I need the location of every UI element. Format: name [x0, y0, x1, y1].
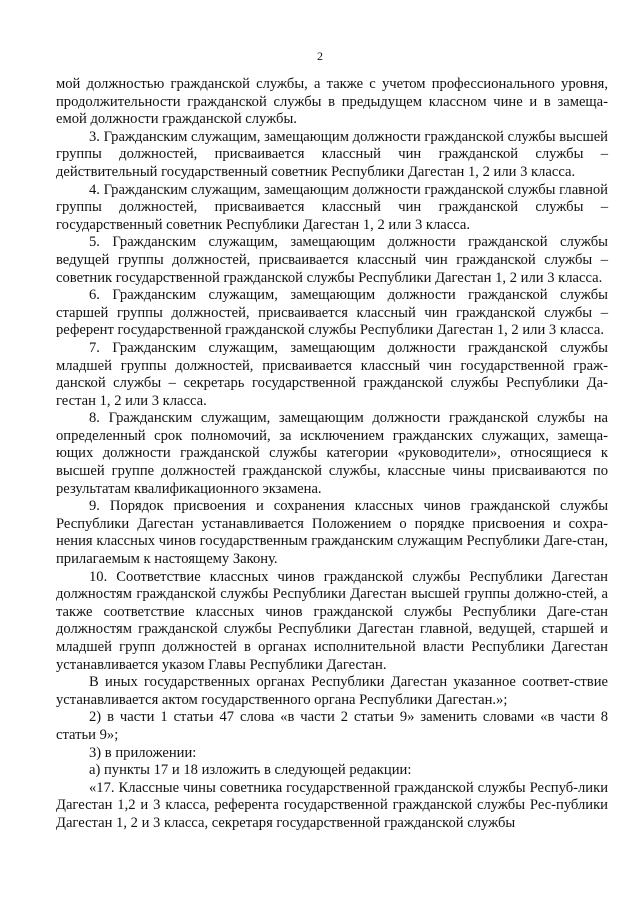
document-body	[56, 76, 608, 833]
paragraph: 5. Гражданским служащим, замещающим должности гражданской службы ведущей группы должностей, присваивается классный чин гражданской службы – советник государственной гражданской службы Республики Дагестан 1, 2 или 3 класса.	[56, 234, 608, 286]
paragraph: 3) в приложении:	[89, 744, 197, 761]
page-number: 2	[317, 49, 323, 63]
paragraph: 2) в части 1 статьи 47 слова «в части 2 статьи 9» заменить словами «в части 8 статьи 9»;	[56, 709, 608, 743]
paragraph: 3. Гражданским служащим, замещающим должности гражданской службы высшей группы должностей, присваивается классный чин гражданской службы – действительный государственный советник Республики Дагестан 1, 2 или 3 класса.	[56, 128, 608, 180]
paragraph: 4. Гражданским служащим, замещающим должности гражданской службы главной группы должностей, присваивается классный чин гражданской службы – государственный советник Республики Дагестан 1, 2 или 3 класса.	[56, 181, 608, 233]
paragraph: 7. Гражданским служащим, замещающим должности гражданской службы младшей группы должностей, присваивается классный чин государственной граж-данской службы – секретарь государственной гражданской службы Республики Да-гестан 1, 2 или 3 класса.	[56, 339, 608, 409]
paragraph: «17. Классные чины советника государственной гражданской службы Респуб-лики Дагестан 1,2 и 3 класса, референта государственной гражданской службы Рес-публики Дагестан 1, 2 и 3 класса, секретаря государственной гражданской службы	[56, 779, 608, 831]
paragraph: мой должностью гражданской службы, а также с учетом профессионального уровня, продолжительности гражданской службы в предыдущем классном чине и в замеща-емой должности гражданской службы.	[56, 76, 608, 128]
paragraph: В иных государственных органах Республики Дагестан указанное соответ-ствие устанавливается актом государственного органа Республики Дагестан.»;	[56, 674, 608, 708]
paragraph: а) пункты 17 и 18 изложить в следующей редакции:	[89, 762, 412, 779]
paragraph: 10. Соответствие классных чинов гражданской службы Республики Дагестан должностям гражданской службы Республики Дагестан высшей группы должно-стей, а также соответствие классных чинов гражданской службы Республики Даге-стан должностям гражданской службы Республики Дагестан главной, ведущей, старшей и младшей групп должностей в органах исполнительной власти Республики Дагестан устанавливается указом Главы Республики Дагестан.	[56, 568, 608, 673]
paragraph: 9. Порядок присвоения и сохранения классных чинов гражданской службы Республики Дагестан устанавливается Положением о порядке присвоения и сохра-нения классных чинов государственным гражданским служащим Республики Даге-стан, прилагаемым к настоящему Закону.	[56, 498, 608, 568]
paragraph: 6. Гражданским служащим, замещающим должности гражданской службы старшей группы должностей, присваивается классный чин гражданской службы – референт государственной гражданской службы Республики Дагестан 1, 2 или 3 класса.	[56, 287, 608, 339]
paragraph: 8. Гражданским служащим, замещающим должности гражданской службы на определенный срок полномочий, за исключением гражданских служащих, замеща-ющих должности гражданской службы категории «руководители», относящиеся к высшей группе должностей гражданской службы, классные чины присваиваются по результатам квалификационного экзамена.	[56, 410, 608, 497]
